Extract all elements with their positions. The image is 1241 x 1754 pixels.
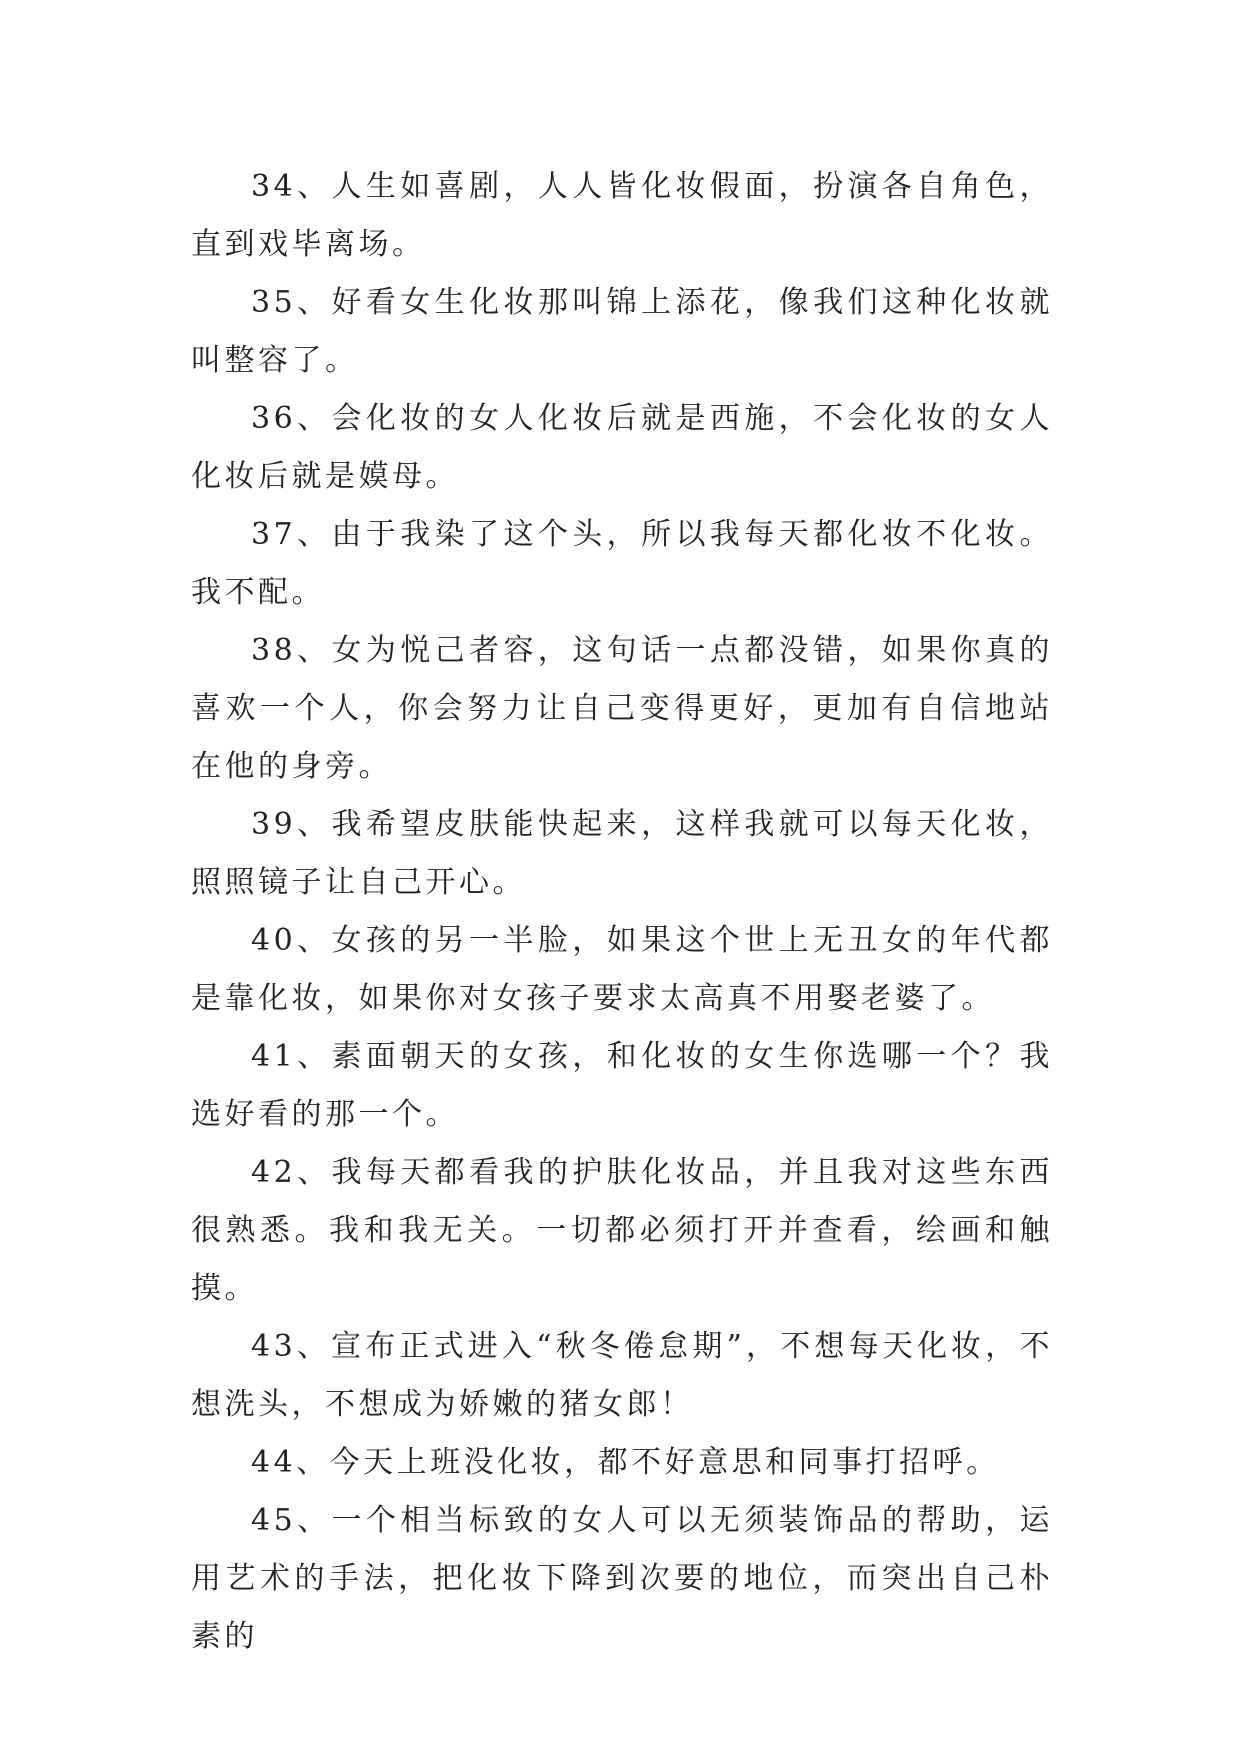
paragraph-43: 43、宣布正式进入“秋冬倦怠期”，不想每天化妆，不想洗头，不想成为娇嫩的猪女郎！	[191, 1329, 1053, 1422]
paragraph-34: 34、人生如喜剧，人人皆化妆假面，扮演各自角色，直到戏毕离场。	[191, 169, 1053, 262]
paragraph-45: 45、一个相当标致的女人可以无须装饰品的帮助，运用艺术的手法，把化妆下降到次要的地位，而突出自己朴素的	[191, 1503, 1053, 1654]
paragraph-36: 36、会化妆的女人化妆后就是西施，不会化妆的女人化妆后就是嫫母。	[191, 401, 1053, 494]
paragraph-40: 40、女孩的另一半脸，如果这个世上无丑女的年代都是靠化妆，如果你对女孩子要求太高真不用娶老婆了。	[191, 923, 1053, 1016]
paragraph-35: 35、好看女生化妆那叫锦上添花，像我们这种化妆就叫整容了。	[191, 285, 1053, 378]
paragraph-42: 42、我每天都看我的护肤化妆品，并且我对这些东西很熟悉。我和我无关。一切都必须打开并查看，绘画和触摸。	[191, 1155, 1053, 1306]
paragraph-37: 37、由于我染了这个头，所以我每天都化妆不化妆。我不配。	[191, 517, 1053, 610]
document-body	[191, 158, 1053, 1666]
paragraph-44: 44、今天上班没化妆，都不好意思和同事打招呼。	[251, 1445, 1000, 1480]
paragraph-41: 41、素面朝天的女孩，和化妆的女生你选哪一个？我选好看的那一个。	[191, 1039, 1053, 1132]
paragraph-38: 38、女为悦己者容，这句话一点都没错，如果你真的喜欢一个人，你会努力让自己变得更好，更加有自信地站在他的身旁。	[191, 633, 1053, 784]
paragraph-39: 39、我希望皮肤能快起来，这样我就可以每天化妆，照照镜子让自己开心。	[191, 807, 1053, 900]
